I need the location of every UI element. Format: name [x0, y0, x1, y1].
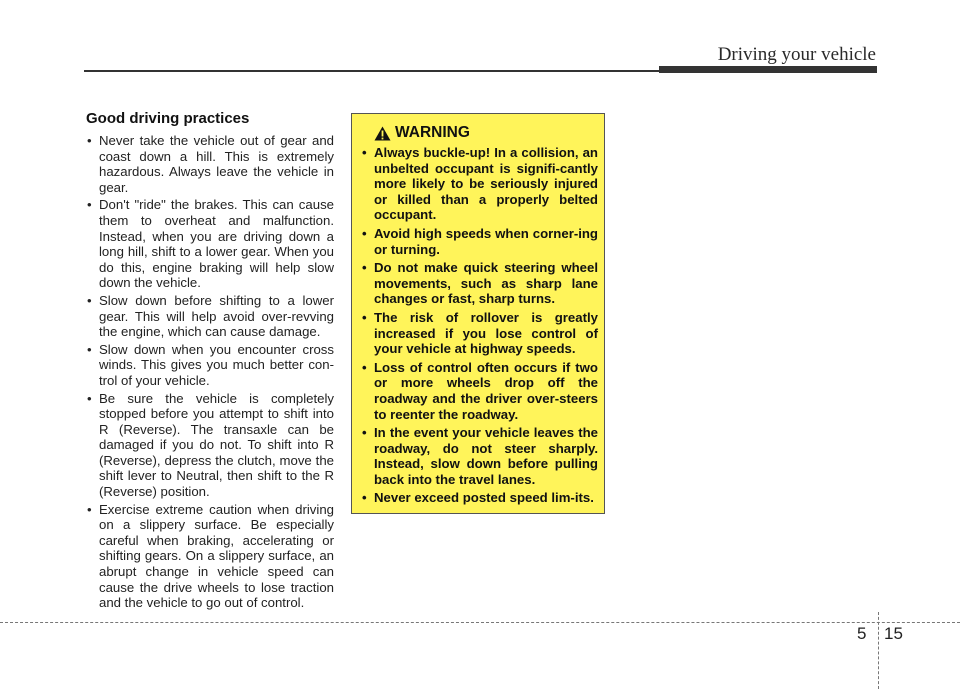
list-item: • The risk of rollover is greatly increased if you lose control of your vehicle at highway speeds. [362, 309, 598, 357]
list-item: • Avoid high speeds when corner-ing or turning. [362, 225, 598, 257]
list-item-text: Loss of control often occurs if two or more wheels drop off the roadway and the driver over-steers to reenter the roadway. [374, 359, 598, 422]
list-item-text: Avoid high speeds when corner-ing or turning. [374, 225, 598, 257]
warning-header [374, 124, 598, 142]
list-item-text: Do not make quick steering wheel movements, such as sharp lane changes or fast, sharp turns. [374, 260, 598, 307]
list-item: • Don't "ride" the brakes. This can cause them to overheat and malfunction. Instead, when you are driving down a long hill, shift to a lower gear. When you do this, engine braking will help slow down the vehicle. [87, 197, 334, 291]
list-item-text: Slow down before shifting to a lower gear. This will help avoid over-revving the engine, which can cause damage. [99, 292, 334, 340]
warning-triangle-icon [374, 126, 391, 141]
list-item: • Never exceed posted speed lim-its. [362, 490, 594, 506]
list-item: • Slow down when you encounter cross winds. This gives you much better con-trol of your vehicle. [87, 341, 334, 388]
list-item-text: In the event your vehicle leaves the roadway, do not steer sharply. Instead, slow down before pulling back into the travel lanes. [374, 425, 598, 487]
list-item-text: Be sure the vehicle is completely stopped before you attempt to shift into R (Reverse). The transaxle can be damaged if you do not. To shift into R (Reverse), depress the clutch, move the shift lever to Neutral, then shift to the R (Reverse) position. [99, 390, 334, 500]
list-item-text: Exercise extreme caution when driving on a slippery surface. Be especially careful when braking, accelerating or shifting gears. On a slippery surface, an abrupt change in vehicle speed can cause the drive wheels to lose traction and the vehicle to go out of control. [99, 501, 334, 611]
list-item-text: Always buckle-up! In a collision, an unbelted occupant is signifi-cantly more likely to be seriously injured or killed than a properly belted occupant. [374, 145, 598, 223]
page-chapter: 5 [857, 624, 867, 643]
list-item: • In the event your vehicle leaves the roadway, do not steer sharply. Instead, slow down before pulling back into the travel lanes. [362, 425, 598, 487]
list-item: • Exercise extreme caution when driving on a slippery surface. Be especially careful when braking, accelerating or shifting gears. On a slippery surface, an abrupt change in vehicle speed can cause the drive wheels to lose traction and the vehicle to go out of control. [87, 501, 334, 611]
list-item: • Do not make quick steering wheel movements, such as sharp lane changes or fast, sharp turns. [362, 260, 598, 307]
list-item-text: Slow down when you encounter cross winds. This gives you much better con-trol of your vehicle. [99, 341, 334, 388]
list-item-text: Never take the vehicle out of gear and coast down a hill. This is extremely hazardous. Always leave the vehicle in gear. [99, 133, 334, 195]
list-item: • Never take the vehicle out of gear and coast down a hill. This is extremely hazardous. Always leave the vehicle in gear. [87, 133, 334, 195]
header-rule-thin [84, 70, 659, 72]
left-column [86, 110, 334, 613]
page-number: 15 [884, 624, 903, 643]
practices-list [86, 133, 334, 611]
list-item: • Loss of control often occurs if two or more wheels drop off the roadway and the driver over-steers to reenter the roadway. [362, 359, 598, 422]
list-item-text: Never exceed posted speed lim-its. [374, 490, 594, 506]
section-title: Good driving practices [86, 110, 250, 127]
list-item: • Slow down before shifting to a lower gear. This will help avoid over-revving the engine, which can cause damage. [87, 292, 334, 340]
warning-title: WARNING [395, 124, 470, 141]
footer-vertical-divider [878, 612, 879, 689]
list-item: • Be sure the vehicle is completely stopped before you attempt to shift into R (Reverse). The transaxle can be damaged if you do not. To shift into R (Reverse), depress the clutch, move the shift lever to Neutral, then shift to the R (Reverse) position. [87, 390, 334, 500]
list-item: • Always buckle-up! In a collision, an unbelted occupant is signifi-cantly more likely to be seriously injured or killed than a properly belted occupant. [362, 145, 598, 223]
list-item-text: Don't "ride" the brakes. This can cause them to overheat and malfunction. Instead, when you are driving down a long hill, shift to a lower gear. When you do this, engine braking will help slow down the vehicle. [99, 197, 334, 291]
footer-divider [0, 622, 960, 623]
warning-list [360, 145, 598, 506]
list-item-text: The risk of rollover is greatly increased if you lose control of your vehicle at highway speeds. [374, 309, 598, 357]
warning-box [351, 113, 605, 514]
header-rule-thick [659, 66, 877, 73]
header-title: Driving your vehicle [717, 44, 876, 65]
